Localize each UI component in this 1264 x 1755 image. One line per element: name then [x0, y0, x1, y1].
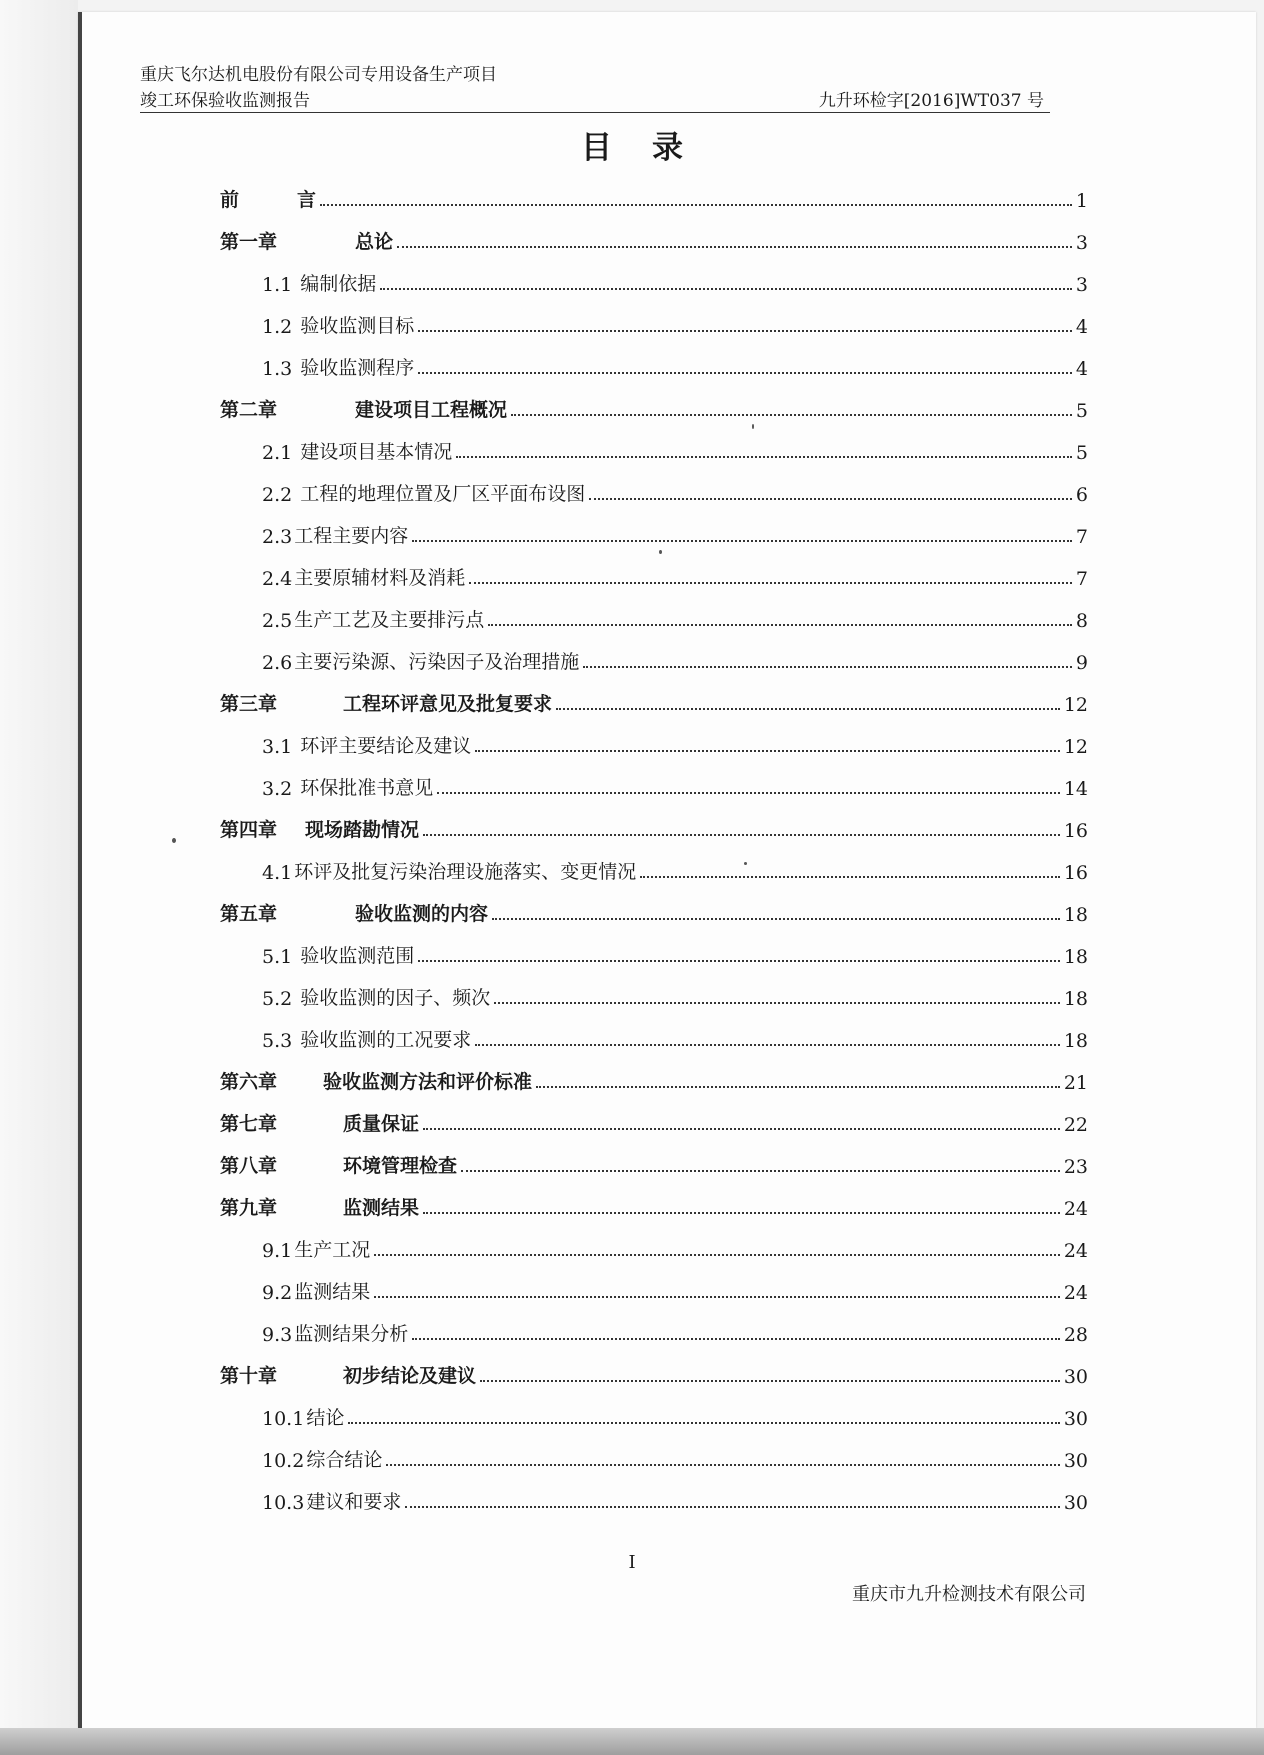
- toc-entry-page: 30: [1063, 1366, 1088, 1388]
- toc-leader-dots: [640, 875, 1060, 878]
- toc-section-entry[interactable]: [262, 938, 1088, 968]
- toc-section-entry[interactable]: [262, 476, 1088, 506]
- toc-entry-label: 建议和要求: [306, 1491, 402, 1513]
- toc-chapter-entry[interactable]: [220, 896, 1088, 926]
- toc-entry-page: 7: [1075, 568, 1088, 590]
- toc-entry-number: 前: [220, 189, 240, 211]
- toc-title: 目录: [581, 130, 723, 166]
- toc-entry-page: 21: [1063, 1072, 1088, 1094]
- toc-entry-label: 工程的地理位置及厂区平面布设图: [300, 483, 586, 505]
- toc-leader-dots: [589, 497, 1072, 500]
- toc-chapter-entry[interactable]: [220, 1106, 1088, 1136]
- toc-entry-label: 验收监测程序: [300, 357, 415, 379]
- toc-leader-dots: [418, 959, 1060, 962]
- header-report-type: 竣工环保验收监测报告: [140, 91, 310, 111]
- toc-leader-dots: [488, 623, 1072, 626]
- toc-entry-label: 总论: [355, 231, 394, 253]
- scan-speck: [172, 838, 176, 843]
- toc-entry-label: 生产工艺及主要排污点: [294, 609, 485, 631]
- toc-chapter-entry[interactable]: [220, 182, 1088, 212]
- toc-leader-dots: [380, 287, 1072, 290]
- toc-entry-number: 5.2: [262, 988, 293, 1010]
- toc-leader-dots: [397, 245, 1072, 248]
- toc-entry-label: 初步结论及建议: [343, 1365, 477, 1387]
- toc-section-entry[interactable]: [262, 308, 1088, 338]
- toc-leader-dots: [583, 665, 1072, 668]
- toc-entry-label: 编制依据: [300, 273, 377, 295]
- toc-entry-label: 言: [297, 189, 317, 211]
- toc-leader-dots: [423, 1127, 1060, 1130]
- toc-entry-label: 监测结果: [343, 1197, 420, 1219]
- toc-entry-number: 第六章: [220, 1071, 278, 1093]
- scan-speck: [744, 862, 747, 865]
- toc-entry-number: 1.1: [262, 274, 293, 296]
- toc-section-entry[interactable]: [262, 1442, 1088, 1472]
- toc-entry-label: 验收监测方法和评价标准: [323, 1071, 533, 1093]
- toc-entry-number: 3.1: [262, 736, 293, 758]
- toc-entry-number: 4.1: [262, 862, 293, 884]
- toc-chapter-entry[interactable]: [220, 1190, 1088, 1220]
- toc-leader-dots: [418, 329, 1072, 332]
- toc-entry-number: 10.3: [262, 1492, 305, 1514]
- toc-entry-number: 9.3: [262, 1324, 293, 1346]
- toc-entry-page: 12: [1063, 694, 1088, 716]
- toc-entry-label: 验收监测的内容: [355, 903, 489, 925]
- toc-entry-label: 验收监测目标: [300, 315, 415, 337]
- toc-entry-page: 4: [1075, 358, 1088, 380]
- toc-chapter-entry[interactable]: [220, 1064, 1088, 1094]
- toc-entry-page: 18: [1063, 946, 1088, 968]
- toc-entry-number: 1.3: [262, 358, 293, 380]
- toc-entry-label: 建设项目基本情况: [300, 441, 453, 463]
- toc-entry-number: 2.5: [262, 610, 293, 632]
- toc-leader-dots: [418, 371, 1072, 374]
- toc-entry-label: 建设项目工程概况: [355, 399, 508, 421]
- toc-entry-page: 18: [1063, 988, 1088, 1010]
- page-header: [140, 54, 1050, 113]
- toc-chapter-entry[interactable]: [220, 224, 1088, 254]
- toc-entry-number: 第八章: [220, 1155, 278, 1177]
- toc-entry-page: 28: [1063, 1324, 1088, 1346]
- toc-entry-number: 9.1: [262, 1240, 293, 1262]
- toc-leader-dots: [405, 1505, 1059, 1508]
- toc-entry-number: 9.2: [262, 1282, 293, 1304]
- toc-entry-number: 第九章: [220, 1197, 278, 1219]
- toc-entry-page: 3: [1075, 274, 1088, 296]
- toc-entry-page: 6: [1075, 484, 1088, 506]
- toc-chapter-entry[interactable]: [220, 392, 1088, 422]
- toc-leader-dots: [475, 1043, 1060, 1046]
- toc-leader-dots: [494, 1001, 1060, 1004]
- toc-section-entry[interactable]: [262, 980, 1088, 1010]
- toc-entry-number: 2.2: [262, 484, 293, 506]
- toc-entry-page: 24: [1063, 1198, 1088, 1220]
- toc-entry-page: 4: [1075, 316, 1088, 338]
- toc-entry-page: 30: [1063, 1492, 1088, 1514]
- toc-leader-dots: [536, 1085, 1060, 1088]
- toc-entry-page: 18: [1063, 1030, 1088, 1052]
- toc-chapter-entry[interactable]: [220, 812, 1088, 842]
- toc-leader-dots: [511, 413, 1072, 416]
- toc-section-entry[interactable]: [262, 560, 1088, 590]
- toc-entry-page: 22: [1063, 1114, 1088, 1136]
- toc-entry-number: 3.2: [262, 778, 293, 800]
- toc-leader-dots: [492, 917, 1060, 920]
- toc-entry-number: 第五章: [220, 903, 278, 925]
- toc-section-entry[interactable]: [262, 1274, 1088, 1304]
- toc-entry-label: 现场踏勘情况: [305, 819, 420, 841]
- toc-leader-dots: [386, 1463, 1059, 1466]
- toc-leader-dots: [423, 833, 1060, 836]
- toc-entry-page: 3: [1075, 232, 1088, 254]
- toc-section-entry[interactable]: [262, 1484, 1088, 1514]
- toc-leader-dots: [437, 791, 1060, 794]
- toc-section-entry[interactable]: [262, 266, 1088, 296]
- toc-leader-dots: [412, 1337, 1060, 1340]
- toc-entry-label: 生产工况: [294, 1239, 371, 1261]
- scan-speck: [752, 424, 754, 429]
- toc-entry-label: 环保批准书意见: [300, 777, 434, 799]
- toc-entry-number: 第二章: [220, 399, 278, 421]
- toc-entry-label: 监测结果分析: [294, 1323, 409, 1345]
- toc-entry-number: 5.3: [262, 1030, 293, 1052]
- toc-entry-label: 工程环评意见及批复要求: [343, 693, 553, 715]
- toc-leader-dots: [461, 1169, 1060, 1172]
- toc-leader-dots: [456, 455, 1072, 458]
- toc-entry-page: 5: [1075, 442, 1088, 464]
- toc-entry-number: 5.1: [262, 946, 293, 968]
- toc-entry-number: 第三章: [220, 693, 278, 715]
- toc-chapter-entry[interactable]: [220, 1148, 1088, 1178]
- toc-leader-dots: [423, 1211, 1060, 1214]
- toc-entry-label: 工程主要内容: [294, 525, 409, 547]
- toc-section-entry[interactable]: [262, 1400, 1088, 1430]
- scan-left-margin: [0, 0, 78, 1728]
- toc-leader-dots: [475, 749, 1060, 752]
- toc-leader-dots: [374, 1253, 1060, 1256]
- header-report-number: 九升环检字[2016]WT037 号: [818, 91, 1044, 111]
- toc-entry-number: 第四章: [220, 819, 278, 841]
- toc-leader-dots: [348, 1421, 1059, 1424]
- toc-entry-number: 10.2: [262, 1450, 305, 1472]
- header-project-name: 重庆飞尔达机电股份有限公司专用设备生产项目: [140, 65, 497, 85]
- toc-entry-label: 主要污染源、污染因子及治理措施: [294, 651, 580, 673]
- toc-section-entry[interactable]: [262, 602, 1088, 632]
- toc-section-entry[interactable]: [262, 644, 1088, 674]
- toc-entry-number: 第十章: [220, 1365, 278, 1387]
- toc-entry-page: 5: [1075, 400, 1088, 422]
- toc-entry-number: 第一章: [220, 231, 278, 253]
- toc-leader-dots: [556, 707, 1060, 710]
- toc-section-entry[interactable]: [262, 350, 1088, 380]
- toc-entry-page: 9: [1075, 652, 1088, 674]
- toc-section-entry[interactable]: [262, 854, 1088, 884]
- toc-entry-label: 环评主要结论及建议: [300, 735, 472, 757]
- toc-entry-page: 8: [1075, 610, 1088, 632]
- toc-leader-dots: [469, 581, 1072, 584]
- toc-entry-number: 第七章: [220, 1113, 278, 1135]
- toc-entry-label: 结论: [306, 1407, 345, 1429]
- toc-chapter-entry[interactable]: [220, 686, 1088, 716]
- toc-entry-number: 2.4: [262, 568, 293, 590]
- toc-entry-page: 1: [1075, 190, 1088, 212]
- toc-entry-label: 质量保证: [343, 1113, 420, 1135]
- toc-entry-page: 18: [1063, 904, 1088, 926]
- footer-company-name: 重庆市九升检测技术有限公司: [852, 1584, 1086, 1605]
- toc-leader-dots: [320, 203, 1072, 206]
- toc-section-entry[interactable]: [262, 434, 1088, 464]
- toc-entry-page: 7: [1075, 526, 1088, 548]
- toc-entry-number: 10.1: [262, 1408, 305, 1430]
- toc-section-entry[interactable]: [262, 518, 1088, 548]
- toc-section-entry[interactable]: [262, 1232, 1088, 1262]
- toc-entry-page: 24: [1063, 1282, 1088, 1304]
- toc-entry-page: 30: [1063, 1450, 1088, 1472]
- toc-section-entry[interactable]: [262, 1316, 1088, 1346]
- toc-leader-dots: [412, 539, 1072, 542]
- toc-entry-label: 验收监测的工况要求: [300, 1029, 472, 1051]
- toc-entry-page: 16: [1063, 862, 1088, 884]
- toc-section-entry[interactable]: [262, 1022, 1088, 1052]
- toc-entry-page: 12: [1063, 736, 1088, 758]
- toc-entry-number: 2.1: [262, 442, 293, 464]
- scan-speck: [659, 550, 662, 554]
- toc-entry-number: 1.2: [262, 316, 293, 338]
- toc-entry-label: 环评及批复污染治理设施落实、变更情况: [294, 861, 637, 883]
- toc-entry-label: 综合结论: [306, 1449, 383, 1471]
- toc-chapter-entry[interactable]: [220, 1358, 1088, 1388]
- toc-entry-label: 验收监测的因子、频次: [300, 987, 491, 1009]
- toc-entry-page: 30: [1063, 1408, 1088, 1430]
- toc-entry-label: 验收监测范围: [300, 945, 415, 967]
- toc-entry-number: 2.3: [262, 526, 293, 548]
- toc-entry-page: 16: [1063, 820, 1088, 842]
- page-number: I: [628, 1552, 636, 1573]
- toc-entry-page: 14: [1063, 778, 1088, 800]
- toc-section-entry[interactable]: [262, 770, 1088, 800]
- toc-entry-label: 监测结果: [294, 1281, 371, 1303]
- scan-bottom-edge: [0, 1728, 1264, 1755]
- toc-entry-page: 24: [1063, 1240, 1088, 1262]
- toc-entry-label: 主要原辅材料及消耗: [294, 567, 466, 589]
- toc-leader-dots: [374, 1295, 1060, 1298]
- toc-leader-dots: [480, 1379, 1060, 1382]
- toc-entry-label: 环境管理检查: [343, 1155, 458, 1177]
- toc-entry-page: 23: [1063, 1156, 1088, 1178]
- toc-section-entry[interactable]: [262, 728, 1088, 758]
- toc-entry-number: 2.6: [262, 652, 293, 674]
